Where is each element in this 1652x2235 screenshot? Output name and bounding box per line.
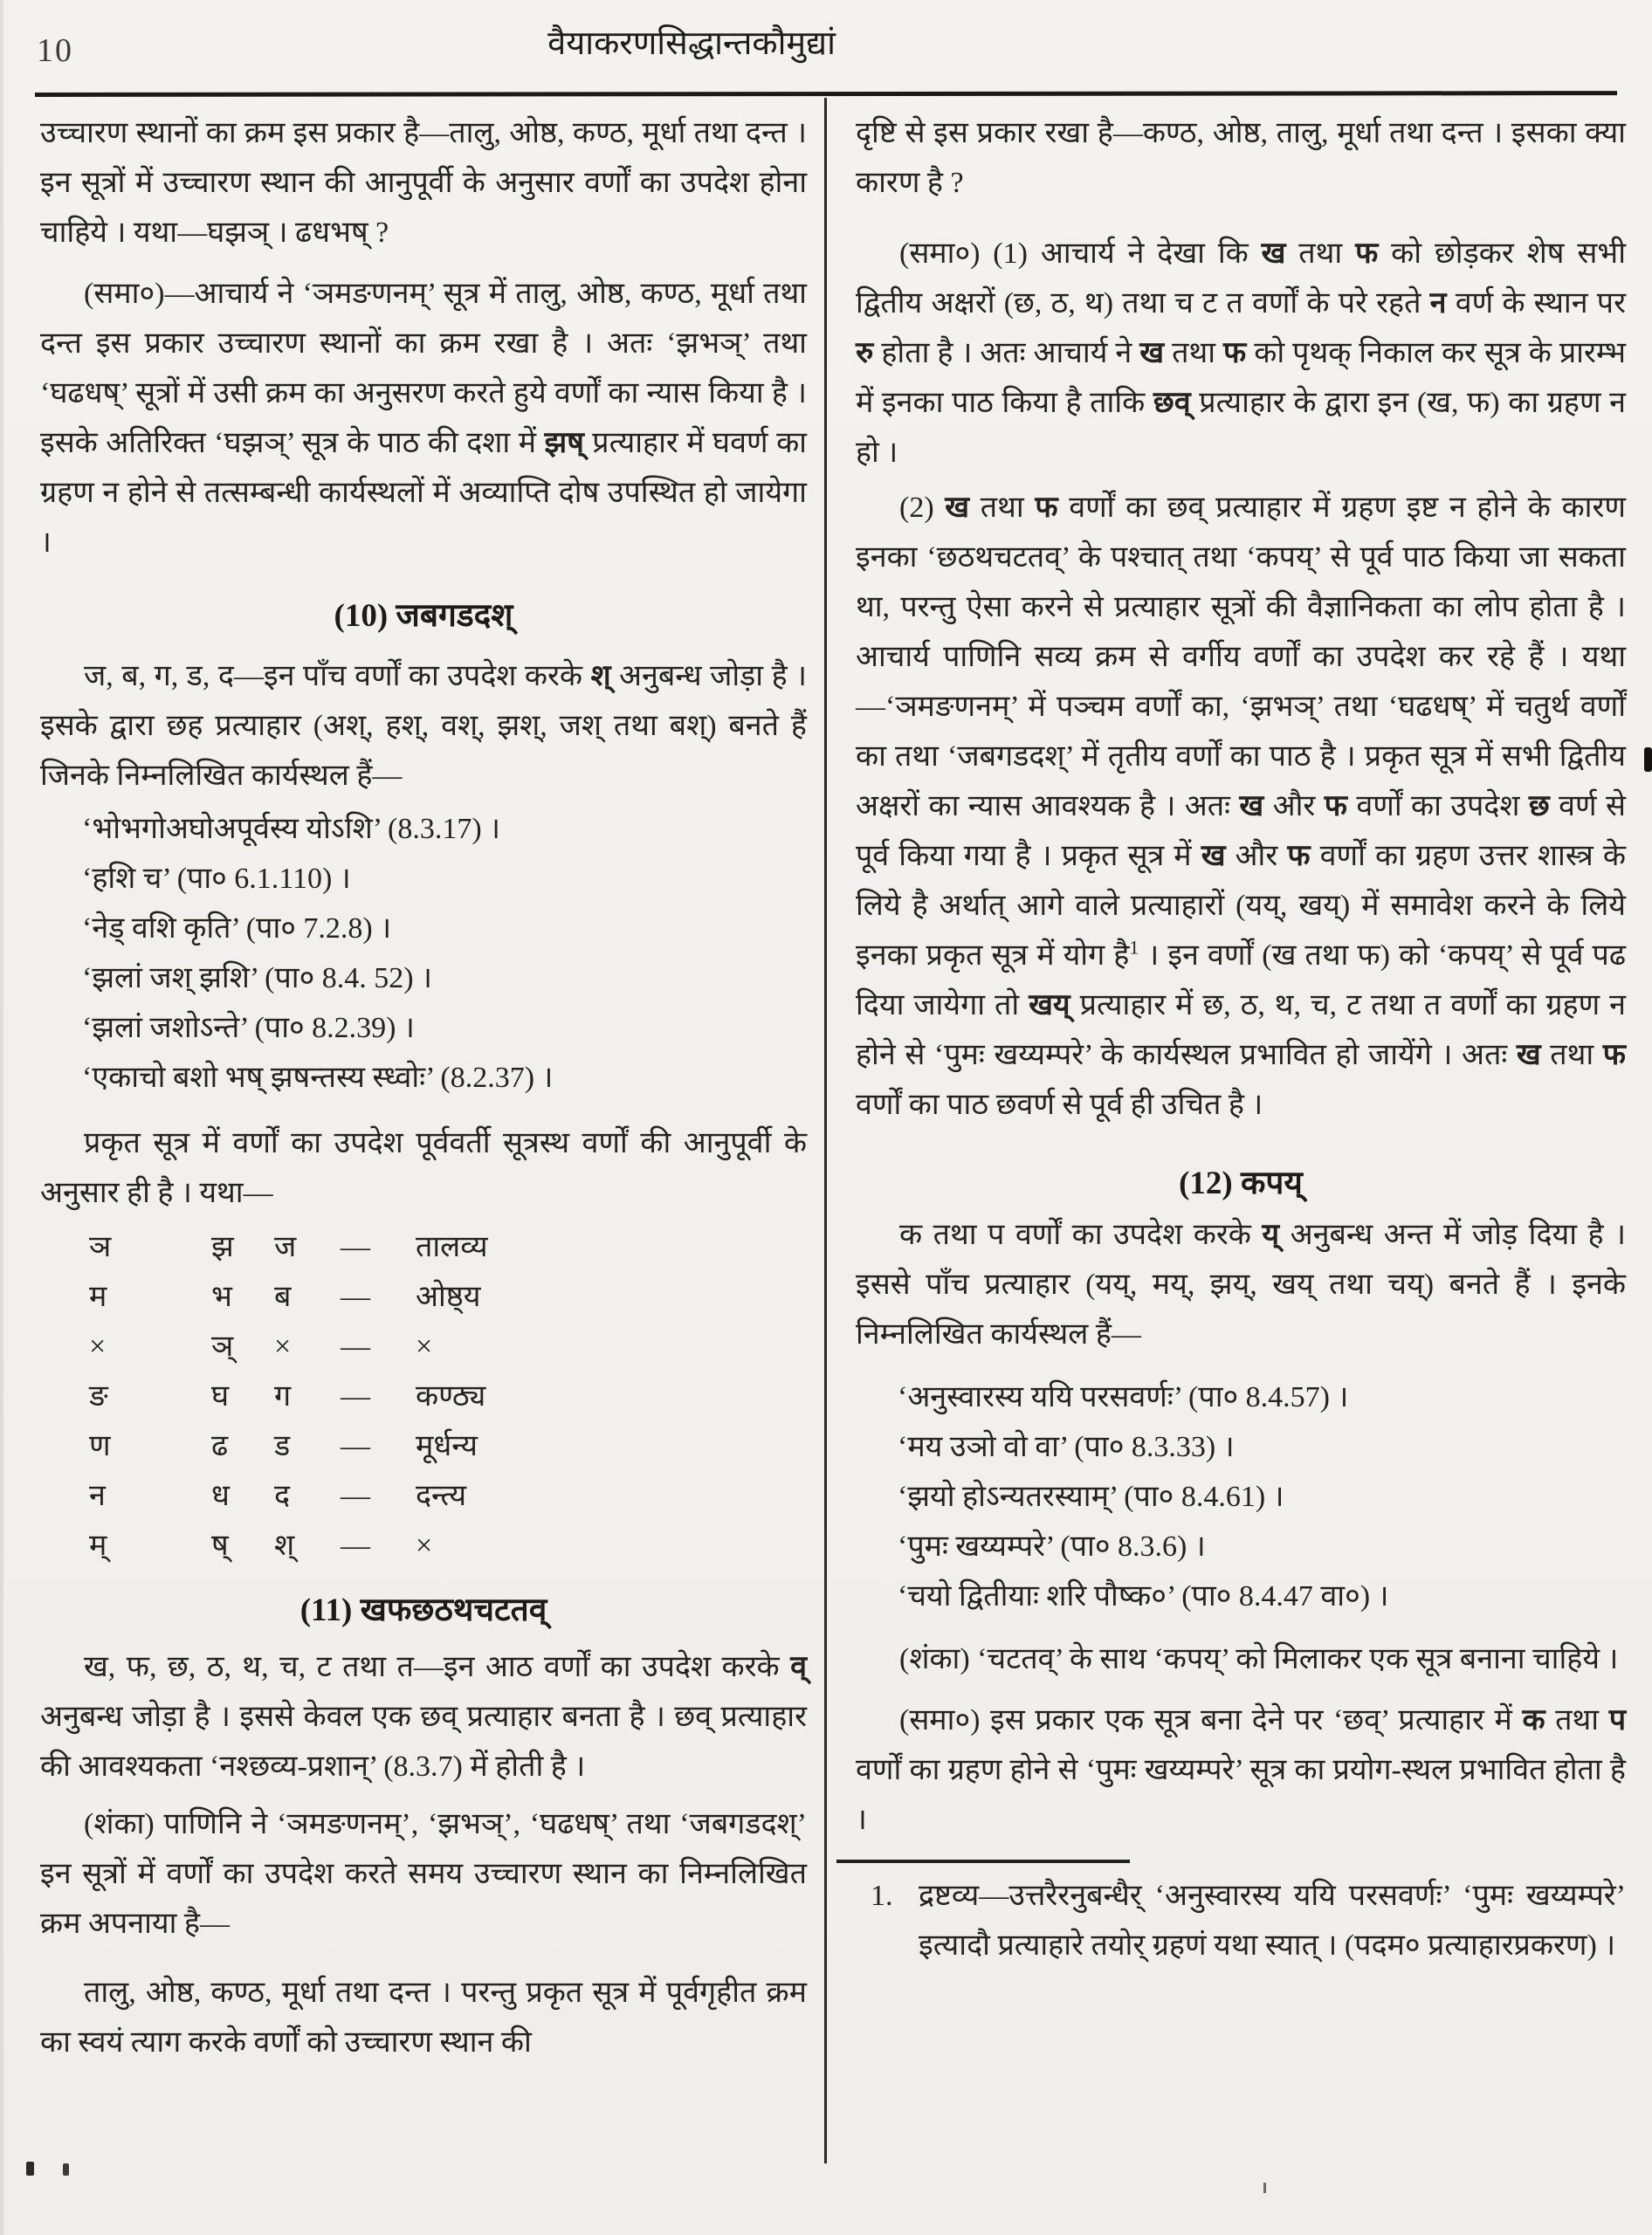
footnote	[856, 1871, 1626, 1970]
sutra-item: ‘भोभगोअघोअपूर्वस्य योऽशि’ (8.3.17) ।	[82, 813, 501, 845]
scan-artifact	[63, 2163, 69, 2176]
sutra-item: ‘एकाचो बशो भष् झषन्तस्य स्ध्वोः’ (8.2.37) ।	[82, 1062, 554, 1094]
para-samadhan-1: (समा०) (1) आचार्य ने देखा कि ख तथा फ को छोड़कर शेष सभी द्वितीय अक्षरों (छ, ठ, थ) तथा च ट त वर्णों के परे रहते न वर्ण के स्थान पर रु होता है । अतः आचार्य ने ख तथा फ को पृथक् निकाल कर सूत्र के प्रारम्भ में इनका पाठ किया है ताकि छव् प्रत्याहार के द्वारा इन (ख, फ) का ग्रहण न हो ।	[856, 237, 1627, 469]
section-12-heading: (12) कपय्	[1179, 1166, 1303, 1201]
para-shanka: (शंका) ‘चटतव्’ के साथ ‘कपय्’ को मिलाकर एक सूत्र बनाना चाहिये ।	[899, 1643, 1619, 1675]
table-cell: ष्	[211, 1530, 229, 1562]
sutra-item: ‘चयो द्वितीयाः शरि पौष्क०’ (पा० 8.4.47 वा०) ।	[898, 1580, 1389, 1613]
table-cell: दन्त्य	[416, 1480, 467, 1512]
table-cell: ञ्	[211, 1331, 234, 1363]
table-cell: —	[341, 1430, 370, 1462]
table-cell: ञ	[89, 1231, 112, 1263]
table-cell: ग	[274, 1380, 292, 1413]
para-samadhan-2: (2) ख तथा फ वर्णों का छव् प्रत्याहार में ग्रहण इष्ट न होने के कारण इनका ‘छठथचटतव्’ के पश्चात् तथा ‘कपय्’ से पूर्व पाठ किया जा सकता था, परन्तु ऐसा करने से प्रत्याहार सूत्रों की वैज्ञानिकता का लोप होता है । आचार्य पाणिनि सव्य क्रम से वर्गीय वर्णों का उपदेश कर रहे हैं । यथा—‘ञमङणनम्’ में पञ्चम वर्णों का, ‘झभञ्’ तथा ‘घढधष्’ में चतुर्थ वर्णों का तथा ‘जबगडदश्’ में तृतीय वर्णों का पाठ है । प्रकृत सूत्र में सभी द्वितीय अक्षरों का न्यास आवश्यक है । अतः ख और फ वर्णों का उपदेश छ वर्ण से पूर्व किया गया है । प्रकृत सूत्र में ख और फ वर्णों का ग्रहण उत्तर शास्त्र के लिये है अर्थात् आगे वाले प्रत्याहारों (यय्, खय्) में समावेश करने के लिये इनका प्रकृत सूत्र में योग है$^1$ । इन वर्णों (ख तथा फ) को ‘कपय्’ से पूर्व पढ दिया जायेगा तो खय् प्रत्याहार में छ, ठ, थ, च, ट तथा त वर्णों का ग्रहण न होने से ‘पुमः खय्यम्परे’ के कार्यस्थल प्रभावित हो जायेंगे । अतः ख तथा फ वर्णों का पाठ छवर्ण से पूर्व ही उचित है ।	[856, 492, 1627, 1121]
table-cell: —	[341, 1380, 370, 1413]
table-cell: —	[341, 1231, 370, 1263]
para-table-intro: प्रकृत सूत्र में वर्णों का उपदेश पूर्ववर्ती सूत्रस्थ वर्णों की आनुपूर्वी के अनुसार ही है । यथा—	[40, 1127, 807, 1209]
footnote-text: द्रष्टव्य—उत्तरैरनुबन्धैर् ‘अनुस्वारस्य ययि परसवर्णः’ ‘पुमः खय्यम्परे’ इत्यादौ प्रत्याहारे तयोर् ग्रहणं यथा स्यात् । (पदम० प्रत्याहारप्रकरण) ।	[919, 1880, 1626, 1962]
table-cell: —	[341, 1281, 370, 1313]
sutra-list-12	[856, 1372, 1626, 1621]
sutra-item: ‘पुमः खय्यम्परे’ (पा० 8.3.6) ।	[898, 1530, 1206, 1563]
table-cell: मूर्धन्य	[416, 1430, 478, 1462]
table-cell: ओष्ठ्य	[416, 1281, 481, 1313]
sutra-item: ‘मय उञो वो वा’ (पा० 8.3.33) ।	[898, 1431, 1235, 1463]
para-samadhan: (समा०) इस प्रकार एक सूत्र बना देने पर ‘छव्’ प्रत्याहार में क तथा प वर्णों का ग्रहण होने से ‘पुमः खय्यम्परे’ सूत्र का प्रयोग-स्थल प्रभावित होता है ।	[856, 1704, 1626, 1836]
table-cell: —	[341, 1480, 370, 1512]
footnote-number: 1.	[871, 1880, 893, 1912]
table-cell: ज	[274, 1231, 297, 1263]
header-rule	[35, 91, 1617, 97]
table-cell: द	[274, 1480, 291, 1512]
sutra-item: ‘झलां जशोऽन्ते’ (पा० 8.2.39) ।	[82, 1012, 415, 1044]
para-samadhan: (समा०)—आचार्य ने ‘ञमङणनम्’ सूत्र में तालु, ओष्ठ, कण्ठ, मूर्धा तथा दन्त इस प्रकार उच्चारण स्थानों का क्रम रखा है । अतः ‘झभञ्’ तथा ‘घढधष्’ सूत्रों में उसी क्रम का अनुसरण करते हुये वर्णों का न्यास किया है । इसके अतिरिक्त ‘घझञ्’ सूत्र के पाठ की दशा में झष् प्रत्याहार में घवर्ण का ग्रहण न होने से तत्सम्बन्धी कार्यस्थलों में अव्याप्ति दोष उपस्थित हो जायेगा ।	[40, 278, 807, 559]
para-sutra-intro: क तथा प वर्णों का उपदेश करके य् अनुबन्ध अन्त में जोड़ दिया है । इससे पाँच प्रत्याहार (यय्, मय्, झय्, खय् तथा चय्) बनते हैं । इनके निम्नलिखित कार्यस्थल हैं—	[856, 1219, 1626, 1351]
table-cell: झ	[211, 1231, 234, 1263]
sutra-item: ‘हशि च’ (पा० 6.1.110) ।	[82, 863, 351, 895]
sutra-item: ‘अनुस्वारस्य ययि परसवर्णः’ (पा० 8.4.57) ।	[898, 1381, 1349, 1413]
table-cell: —	[341, 1331, 370, 1363]
footnote-rule	[836, 1860, 1130, 1863]
table-cell: ङ	[89, 1380, 108, 1413]
para-continuation: उच्चारण स्थानों का क्रम इस प्रकार है—तालु, ओष्ठ, कण्ठ, मूर्धा तथा दन्त । इन सूत्रों में उच्चारण स्थान की आनुपूर्वी के अनुसार वर्णों का उपदेश होना चाहिये । यथा—घझञ् । ढधभष् ?	[40, 117, 807, 249]
table-cell: ड	[274, 1430, 291, 1462]
table-cell: ब	[274, 1281, 292, 1313]
table-cell: ×	[274, 1331, 292, 1363]
para-shanka: (शंका) पाणिनि ने ‘ञमङणनम्’, ‘झभञ्’, ‘घढधष्’ तथा ‘जबगडदश्’ इन सूत्रों में वर्णों का उपदेश करते समय उच्चारण स्थान का निम्नलिखित क्रम अपनाया है—	[40, 1808, 807, 1940]
table-cell: —	[341, 1530, 370, 1562]
para-continuing: तालु, ओष्ठ, कण्ठ, मूर्धा तथा दन्त । परन्तु प्रकृत सूत्र में पूर्वगृहीत क्रम का स्वयं त्याग करके वर्णों को उच्चारण स्थान की	[40, 1977, 807, 2059]
table-cell: कण्ठ्य	[416, 1380, 486, 1413]
page-title: वैयाकरणसिद्धान्तकौमुद्यां	[547, 25, 836, 62]
table-cell: म	[89, 1281, 107, 1313]
table-cell: भ	[211, 1281, 232, 1313]
table-cell: ढ	[211, 1430, 229, 1462]
table-cell: ×	[416, 1331, 433, 1363]
scan-artifact	[1263, 2183, 1266, 2193]
scan-artifact	[26, 2162, 34, 2176]
section-10-heading: (10) जबगडदश्	[334, 598, 513, 634]
left-column	[40, 108, 807, 2067]
para-sutra-intro: ख, फ, छ, ठ, थ, च, ट तथा त—इन आठ वर्णों का उपदेश करके व् अनुबन्ध जोड़ा है । इससे केवल एक छव् प्रत्याहार बनता है । छव् प्रत्याहार की आवश्यकता ‘नश्छव्य-प्रशान्’ (8.3.7) में होती है ।	[40, 1651, 807, 1783]
sutra-item: ‘झलां जश् झशि’ (पा० 8.4. 52) ।	[82, 962, 432, 994]
column-divider	[824, 98, 827, 2163]
para-continuation: दृष्टि से इस प्रकार रखा है—कण्ठ, ओष्ठ, तालु, मूर्धा तथा दन्त । इसका क्या कारण है ?	[856, 117, 1626, 199]
table-cell: ×	[416, 1530, 433, 1562]
table-cell: ×	[89, 1331, 107, 1363]
table-cell: म्	[89, 1530, 107, 1562]
scan-artifact	[1644, 747, 1652, 772]
section-11-heading: (11) खफछठथचटतव्	[299, 1592, 547, 1628]
table-cell: घ	[211, 1380, 230, 1413]
scan-artifact	[0, 0, 3, 2235]
sutra-list-10	[40, 804, 807, 1103]
table-cell: तालव्य	[416, 1231, 488, 1263]
para-sutra-intro: ज, ब, ग, ड, द—इन पाँच वर्णों का उपदेश करके श् अनुबन्ध जोड़ा है । इसके द्वारा छह प्रत्याहार (अश्, हश्, वश्, झश्, जश् तथा बश्) बनते हैं जिनके निम्नलिखित कार्यस्थल हैं—	[40, 660, 807, 792]
page-number: 10	[37, 32, 73, 69]
table-cell: न	[89, 1480, 106, 1512]
sutra-item: ‘नेड् वशि कृति’ (पा० 7.2.8) ।	[82, 912, 392, 945]
table-cell: ध	[211, 1480, 230, 1512]
varna-correspondence-table	[40, 1222, 807, 1571]
table-cell: श्	[274, 1530, 295, 1562]
sutra-item: ‘झयो होऽन्यतरस्याम्’ (पा० 8.4.61) ।	[898, 1481, 1284, 1513]
table-cell: ण	[89, 1430, 111, 1462]
right-column	[856, 108, 1626, 1970]
